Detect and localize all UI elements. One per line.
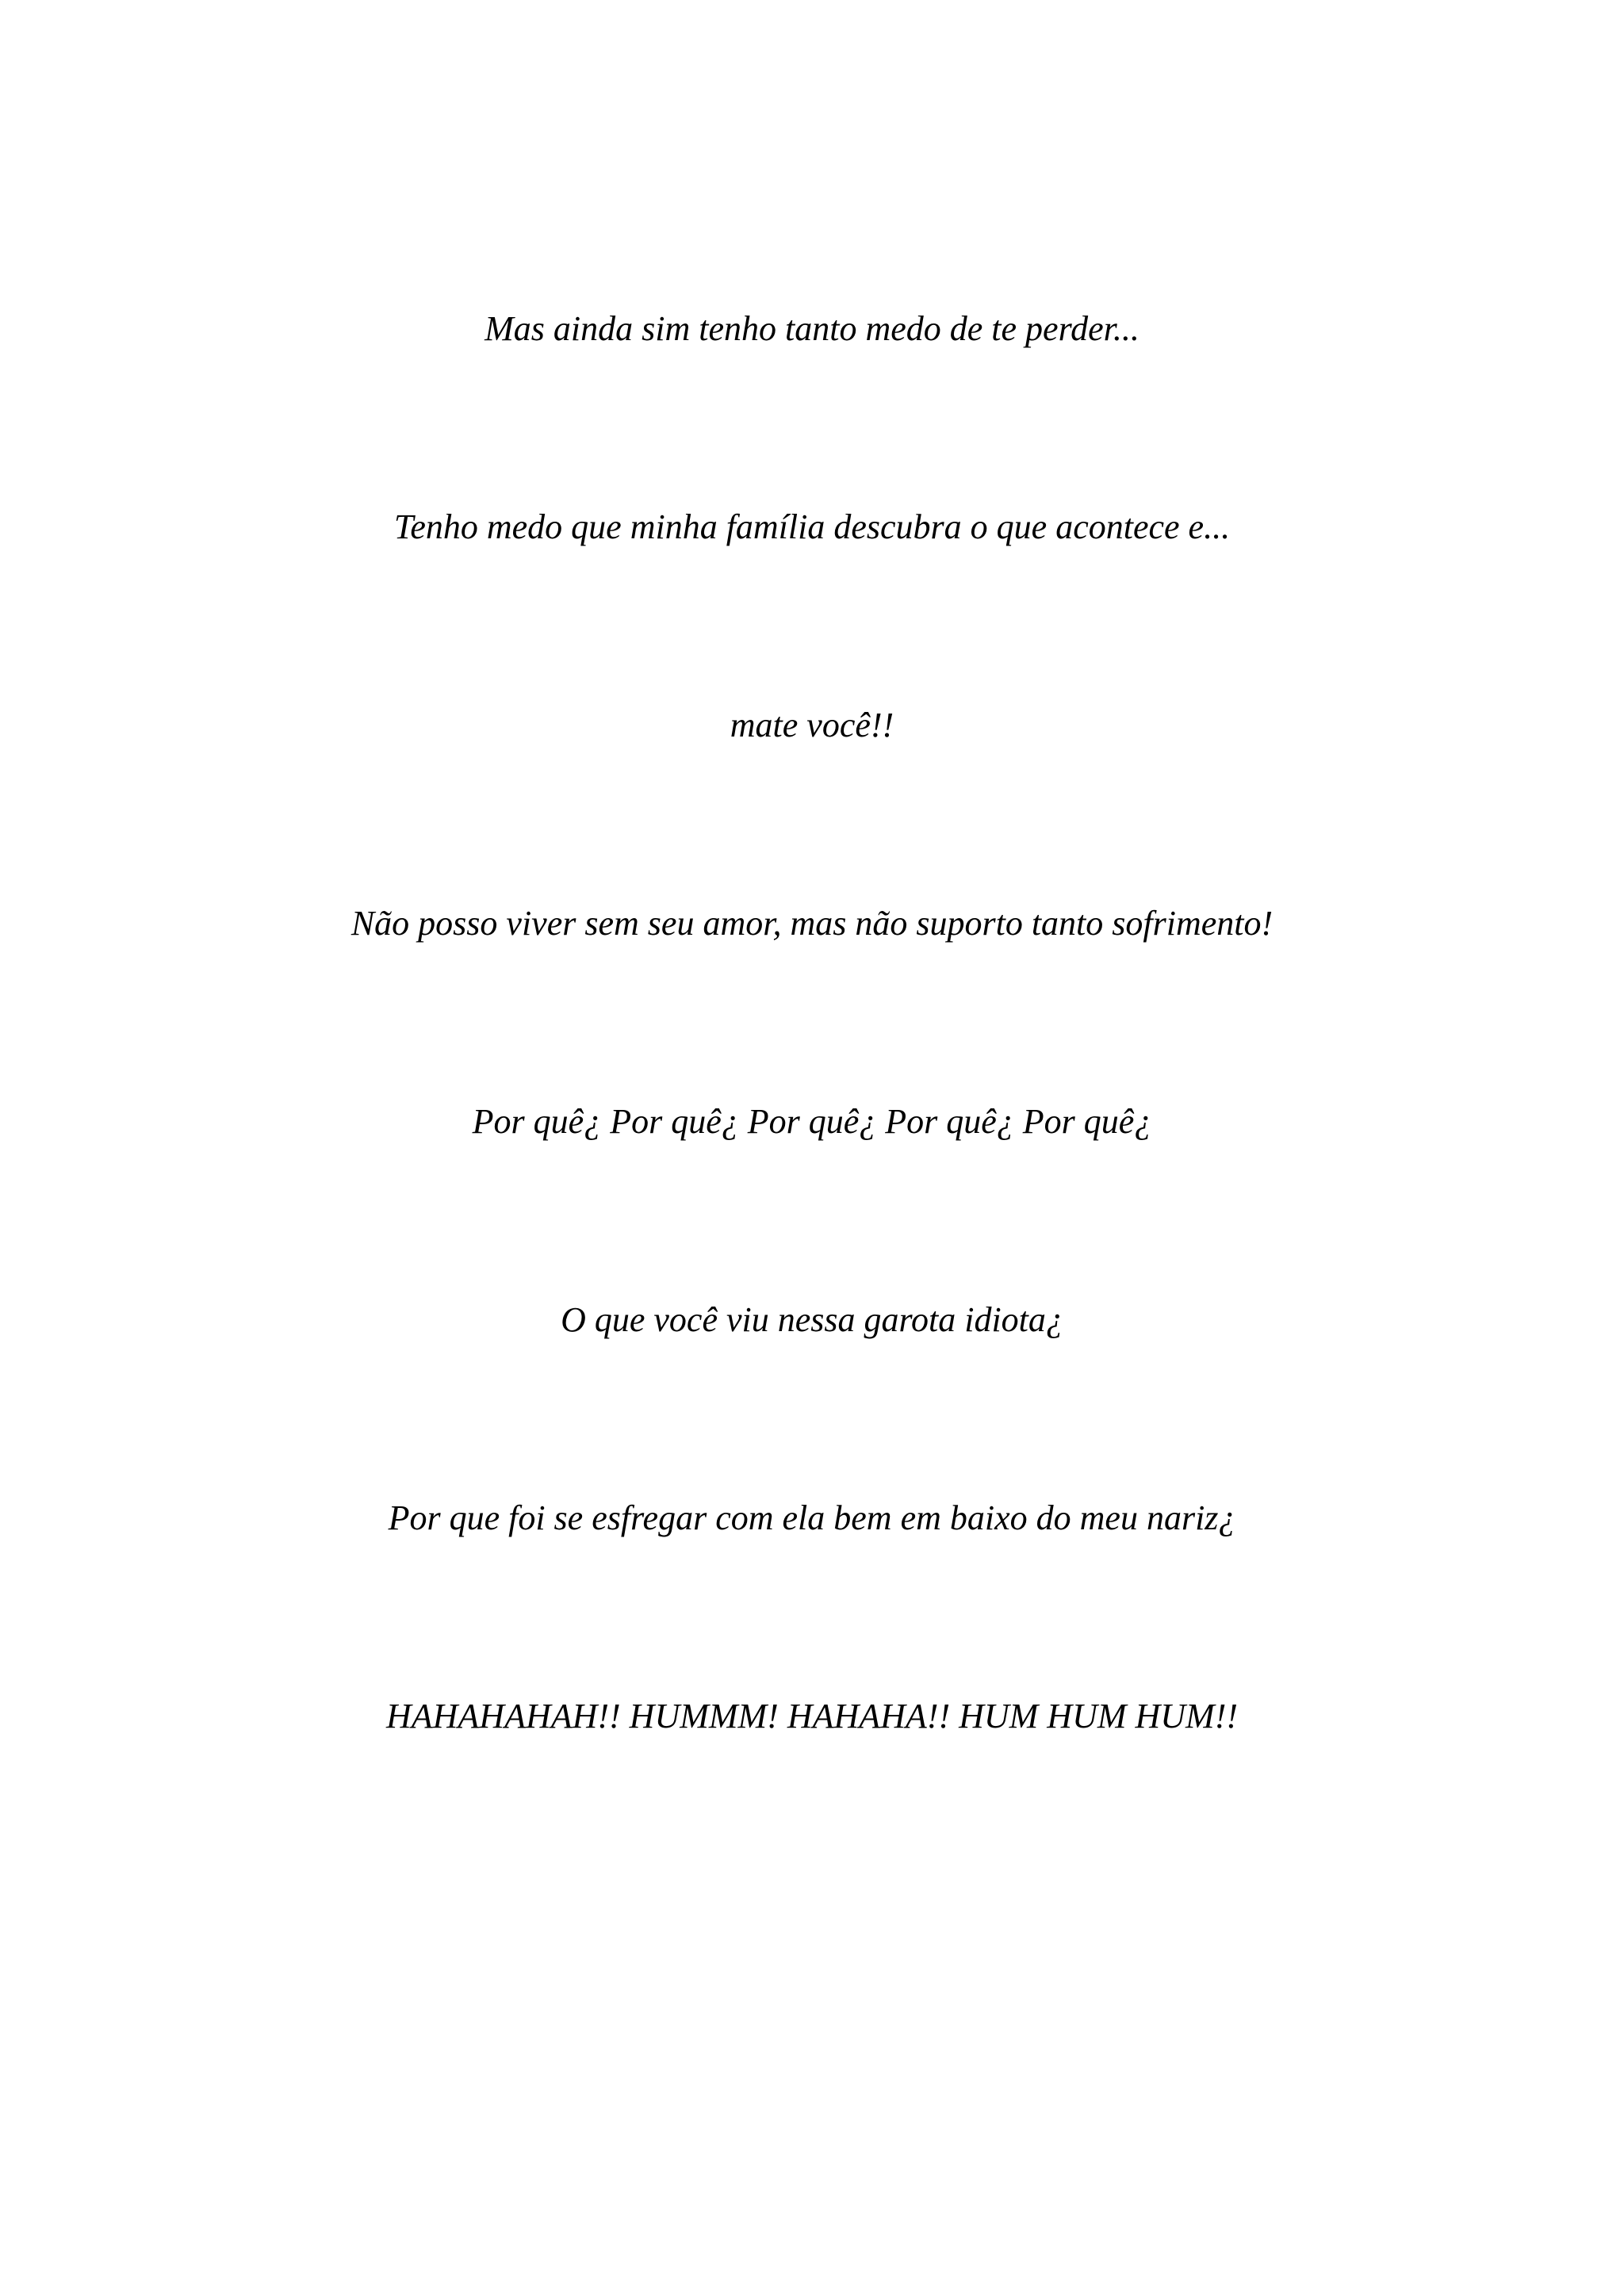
text-line-6: O que você viu nessa garota idiota¿ [561, 1300, 1063, 1339]
text-line-8: HAHAHAHAH!! HUMMM! HAHAHA!! HUM HUM HUM!! [385, 1697, 1239, 1735]
text-line-2: Tenho medo que minha família descubra o que acontece e... [393, 507, 1231, 546]
text-line-5: Por quê¿ Por quê¿ Por quê¿ Por quê¿ Por quê¿ [472, 1102, 1152, 1141]
text-line-3: mate você!! [730, 706, 894, 744]
text-line-4: Não posso viver sem seu amor, mas não suporto tanto sofrimento! [350, 904, 1274, 943]
text-line-7: Por que foi se esfregar com ela bem em baixo do meu nariz¿ [388, 1498, 1236, 1537]
text-line-1: Mas ainda sim tenho tanto medo de te perder... [485, 309, 1139, 348]
